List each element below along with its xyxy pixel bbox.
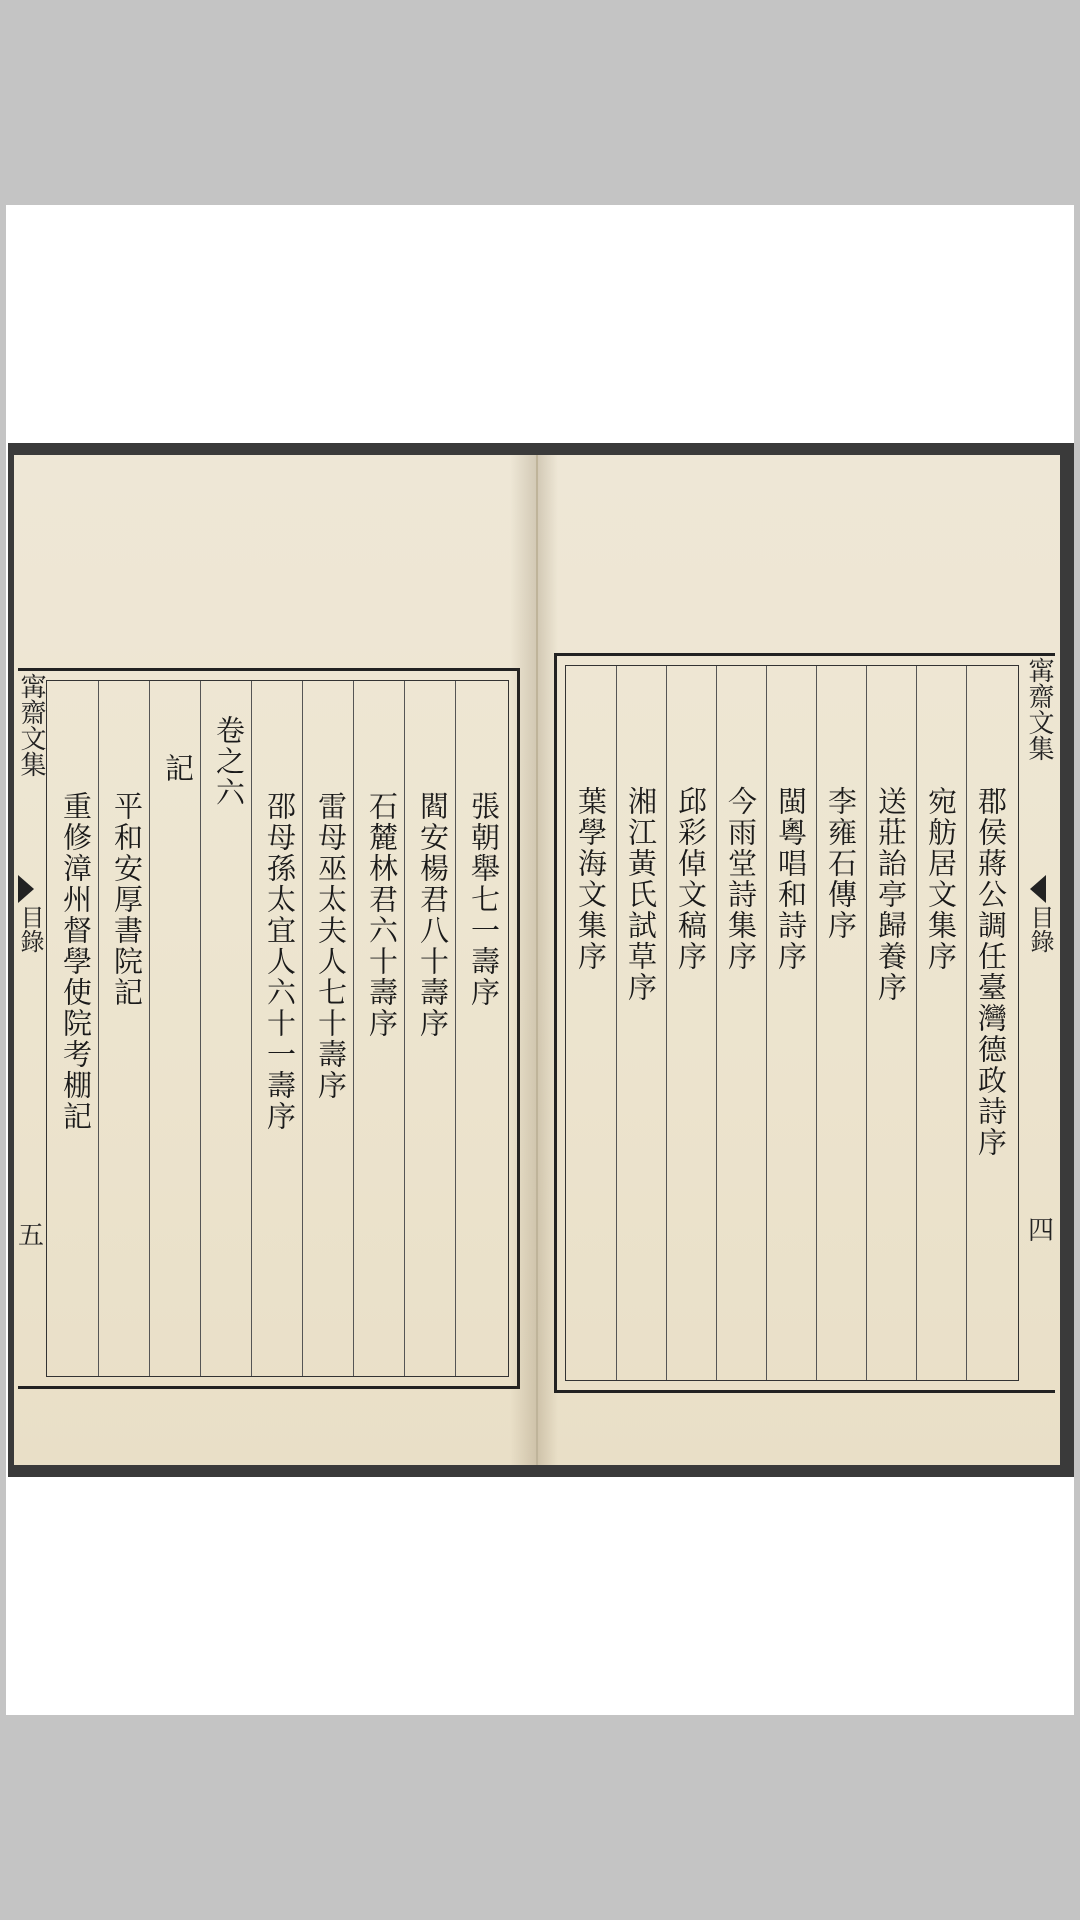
column-rule xyxy=(716,666,717,1380)
toc-entry: 葉學海文集序 xyxy=(574,786,608,972)
right-page xyxy=(538,455,1060,1465)
column-rule xyxy=(666,666,667,1380)
right-page-number: 四 xyxy=(1028,1216,1055,1246)
section-heading: 記 xyxy=(161,753,195,784)
toc-entry: 石麓林君六十壽序 xyxy=(365,791,399,1039)
right-text-block xyxy=(554,653,1055,1393)
toc-entry: 李雍石傳序 xyxy=(824,786,858,941)
left-page-number: 五 xyxy=(18,1221,45,1251)
left-page xyxy=(14,455,538,1465)
right-margin-title: 𡩋齋文集 xyxy=(1024,657,1054,761)
fish-tail-mark-icon xyxy=(1030,875,1046,903)
left-margin-section: 目錄 xyxy=(16,905,44,953)
toc-entry: 湘江黃氏試草序 xyxy=(624,786,658,1003)
toc-entry: 送莊詒亭歸養序 xyxy=(874,786,908,1003)
column-rule xyxy=(616,666,617,1380)
toc-entry: 閩粵唱和詩序 xyxy=(774,786,808,972)
toc-entry: 今雨堂詩集序 xyxy=(724,786,758,972)
column-rule xyxy=(766,666,767,1380)
right-margin-section: 目錄 xyxy=(1026,905,1054,953)
column-rule xyxy=(966,666,967,1380)
toc-entry: 邵母孫太宜人六十一壽序 xyxy=(263,791,297,1132)
left-margin-title: 𡩋齋文集 xyxy=(16,673,46,777)
column-rule xyxy=(149,681,150,1376)
left-column-grid xyxy=(46,680,509,1377)
column-rule xyxy=(200,681,201,1376)
toc-entry: 重修漳州督學使院考棚記 xyxy=(59,791,93,1132)
left-text-block xyxy=(18,668,520,1389)
toc-entry: 雷母巫太夫人七十壽序 xyxy=(314,791,348,1101)
toc-entry: 邱彩倬文稿序 xyxy=(674,786,708,972)
toc-entry: 張朝舉七一壽序 xyxy=(467,791,501,1008)
column-rule xyxy=(455,681,456,1376)
column-rule xyxy=(302,681,303,1376)
column-rule xyxy=(353,681,354,1376)
toc-entry: 郡侯蔣公調任臺灣德政詩序 xyxy=(974,786,1008,1158)
column-rule xyxy=(404,681,405,1376)
volume-heading: 卷之六 xyxy=(212,715,246,808)
column-rule xyxy=(251,681,252,1376)
right-column-grid xyxy=(565,665,1019,1381)
column-rule xyxy=(816,666,817,1380)
column-rule xyxy=(98,681,99,1376)
toc-entry: 宛舫居文集序 xyxy=(924,786,958,972)
column-rule xyxy=(866,666,867,1380)
toc-entry: 平和安厚書院記 xyxy=(110,791,144,1008)
toc-entry: 閻安楊君八十壽序 xyxy=(416,791,450,1039)
column-rule xyxy=(916,666,917,1380)
